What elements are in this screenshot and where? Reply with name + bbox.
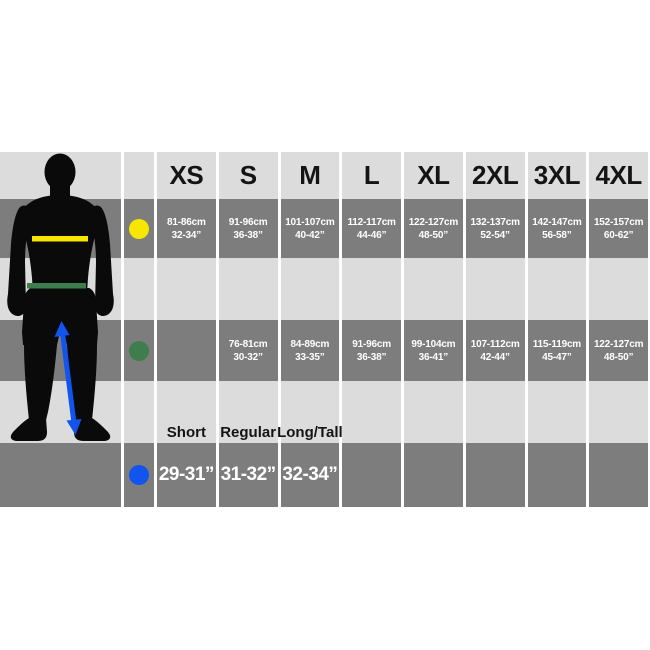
- leg-value-text: 32-34”: [282, 464, 338, 485]
- spacer-band: [124, 258, 154, 320]
- size-header-s: S: [219, 152, 278, 199]
- spacer-band: [342, 258, 401, 320]
- cell-inch: 32-34”: [171, 229, 202, 241]
- spacer-band: [404, 381, 463, 443]
- size-header-4xl: 4XL: [589, 152, 648, 199]
- leg-cell-short: [157, 443, 216, 507]
- spacer-band: [404, 258, 463, 320]
- inside-leg-marker-dot: [129, 465, 149, 485]
- spacer-band: [342, 443, 401, 507]
- cell-cm: 152-157cm: [593, 216, 644, 228]
- waist-marker-dot: [129, 341, 149, 361]
- cell-cm: 112-117cm: [347, 216, 396, 228]
- cell-cm: 122-127cm: [408, 216, 459, 228]
- spacer-band: [219, 258, 278, 320]
- cell-cm: 107-112cm: [470, 338, 520, 350]
- cell-inch: 45-47”: [542, 351, 572, 363]
- chest-cell-s: [219, 199, 278, 258]
- waist-cell-l: [342, 320, 401, 381]
- spacer-band: [281, 258, 340, 320]
- spacer-band: [157, 258, 216, 320]
- cell-inch: 33-35”: [295, 351, 325, 363]
- size-header-2xl: 2XL: [466, 152, 525, 199]
- figure-band-leg: [0, 443, 121, 507]
- cell-inch: 52-54”: [480, 229, 510, 241]
- cell-cm: 142-147cm: [532, 216, 582, 228]
- leg-marker-cell: [124, 443, 154, 507]
- cell-inch: 42-44”: [480, 351, 510, 363]
- waist-cell-3xl: [528, 320, 587, 381]
- spacer-band: [589, 258, 648, 320]
- waist-cell-2xl: [466, 320, 525, 381]
- spacer-band: [0, 258, 121, 320]
- cell-inch: 36-38”: [233, 229, 263, 241]
- waist-cell-m: [281, 320, 340, 381]
- spacer-band: [528, 258, 587, 320]
- spacer-band: [589, 443, 648, 507]
- cell-cm: 76-81cm: [228, 338, 268, 350]
- size-header-xl: XL: [404, 152, 463, 199]
- cell-cm: 115-119cm: [532, 338, 581, 350]
- fit-label-text: Long/Tall: [277, 424, 343, 441]
- waist-cell-xl: [404, 320, 463, 381]
- leg-cell-long-tall: [281, 443, 340, 507]
- cell-cm: 91-96cm: [228, 216, 268, 228]
- cell-inch: 48-50”: [418, 229, 449, 241]
- cell-inch: 36-38”: [356, 351, 387, 363]
- cell-inch: 44-46”: [356, 229, 387, 241]
- spacer-band: [342, 381, 401, 443]
- cell-cm: 99-104cm: [411, 338, 456, 350]
- cell-cm: 91-96cm: [352, 338, 391, 350]
- size-header-l: L: [342, 152, 401, 199]
- cell-cm: 132-137cm: [470, 216, 520, 228]
- leg-value-text: 29-31”: [158, 464, 214, 485]
- waist-cell-s: [219, 320, 278, 381]
- cell-inch: 30-32”: [233, 351, 263, 363]
- spacer-band: [466, 258, 525, 320]
- waist-marker-cell: [124, 320, 154, 381]
- marker-header-spacer: [124, 152, 154, 199]
- leg-value-text: 31-32”: [220, 464, 276, 485]
- spacer-band: [466, 381, 525, 443]
- spacer-band: [124, 381, 154, 443]
- fit-label-text: Regular: [220, 424, 277, 441]
- chest-marker-cell: [124, 199, 154, 258]
- cell-cm: 81-86cm: [167, 216, 206, 228]
- fit-label-regular: [219, 381, 278, 443]
- size-table: [0, 152, 648, 507]
- figure-band-chest: [0, 199, 121, 258]
- cell-inch: 56-58”: [542, 229, 572, 241]
- chest-cell-xl: [404, 199, 463, 258]
- leg-cell-regular: [219, 443, 278, 507]
- spacer-band: [589, 381, 648, 443]
- spacer-band: [528, 443, 587, 507]
- waist-cell-xs: [157, 320, 216, 381]
- cell-inch: 36-41”: [418, 351, 449, 363]
- figure-band-waist: [0, 320, 121, 381]
- cell-cm: 101-107cm: [285, 216, 335, 228]
- spacer-band: [466, 443, 525, 507]
- fit-label-long-tall: [277, 381, 343, 443]
- chest-cell-3xl: [528, 199, 587, 258]
- size-header-3xl: 3XL: [528, 152, 587, 199]
- waist-cell-4xl: [589, 320, 648, 381]
- chest-cell-4xl: [589, 199, 648, 258]
- chest-marker-dot: [129, 219, 149, 239]
- size-header-m: M: [281, 152, 340, 199]
- chest-cell-xs: [157, 199, 216, 258]
- chest-cell-l: [342, 199, 401, 258]
- fit-label-text: Short: [166, 424, 206, 441]
- chest-cell-m: [281, 199, 340, 258]
- spacer-band: [0, 381, 121, 443]
- size-header-xs: XS: [157, 152, 216, 199]
- cell-inch: 48-50”: [603, 351, 634, 363]
- spacer-band: [404, 443, 463, 507]
- cell-cm: 122-127cm: [593, 338, 644, 350]
- cell-inch: 40-42”: [295, 229, 325, 241]
- spacer-band: [528, 381, 587, 443]
- cell-cm: 84-89cm: [290, 338, 330, 350]
- chest-cell-2xl: [466, 199, 525, 258]
- cell-inch: 60-62”: [603, 229, 634, 241]
- fit-label-short: [157, 381, 216, 443]
- figure-header-spacer: [0, 152, 121, 199]
